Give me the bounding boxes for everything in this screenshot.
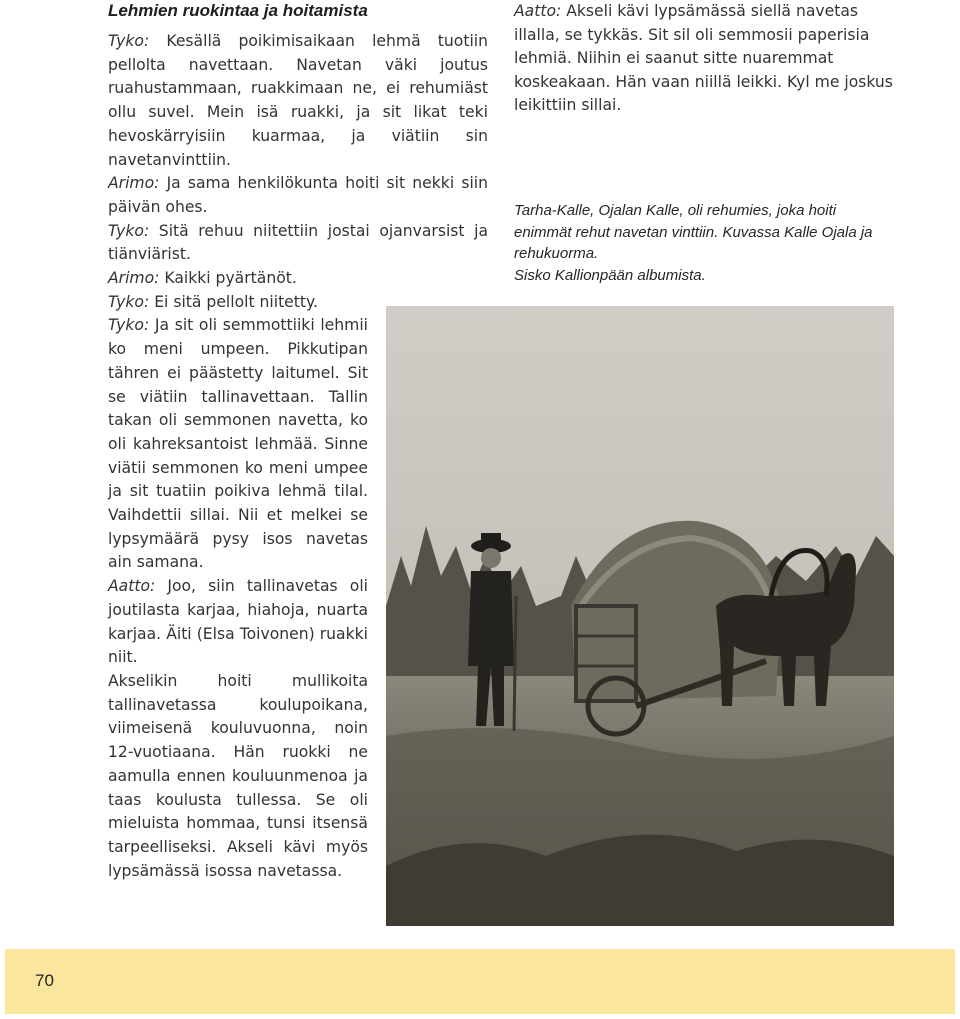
speaker-label: Arimo: <box>108 269 160 288</box>
speaker-label: Aatto: <box>514 2 562 20</box>
caption-text: Tarha-Kalle, Ojalan Kalle, oli rehumies, joka hoiti enimmät rehut navetan vinttiin. Kuvassa Kalle Ojala ja rehukuorma. <box>514 202 873 262</box>
paragraph-2 <box>108 172 488 219</box>
paragraph-text: Sitä rehuu niitettiin jostai ojanvarsist ja tiänviärist. <box>108 221 488 264</box>
photograph-horse-hay-cart-icon <box>386 306 894 926</box>
right-column-text <box>514 0 894 118</box>
paragraph-7 <box>108 575 368 670</box>
page-number: 70 <box>35 971 54 990</box>
speaker-label: Arimo: <box>108 174 160 193</box>
paragraph-6 <box>108 314 368 575</box>
paragraph-4 <box>108 267 488 291</box>
paragraph-8 <box>108 670 368 883</box>
paragraph-text: Akseli kävi lypsämässä siellä navetas illalla, se tykkäs. Sit sil oli semmosii paperisia lehmiä. Niihin ei saanut sitte nuaremmat koskeakaan. Hän vaan niillä leikki. Kyl me joskus leikittiin sillai. <box>514 2 893 114</box>
speaker-label: Tyko: <box>108 292 150 311</box>
paragraph-text: Joo, siin tallinavetas oli joutilasta karjaa, hiahoja, nuarta karjaa. Äiti (Elsa Toivonen) ruakki niit. <box>108 577 368 667</box>
paragraph-text: Kesällä poikimisaikaan lehmä tuotiin pellolta navettaan. Navetan väki joutus ruahustammaan, ruakkimaan ne, ei rehumiäst ollu suvel. Mein isä ruakki, ja sit likat teki hevoskärryisiin kuarmaa, ja viätiin sin navetanvinttiin. <box>108 32 488 169</box>
photograph <box>386 306 894 926</box>
paragraph-text: Akselikin hoiti mullikoita tallinavetassa koulupoikana, viimeisenä kouluvuonna, noin 12-vuotiaana. Hän ruokki ne aamulla ennen kouluunmenoa ja taas koulusta tullessa. Se oli mieluista hommaa, tunsi itsensä tarpeelliseksi. Akseli kävi myös lypsämässä isossa navetassa. <box>108 671 368 880</box>
caption-credit: Sisko Kallionpään albumista. <box>514 266 706 284</box>
speaker-label: Aatto: <box>108 577 156 596</box>
page-heading: Lehmien ruokintaa ja hoitamista <box>108 1 368 20</box>
paragraph-1 <box>108 30 488 172</box>
paragraph-text: Ja sit oli semmottiiki lehmii ko meni umpeen. Pikkutipan tähren ei päästetty laitumel. Sit se viätiin tallinavettaan. Tallin takan oli semmonen navetta, ko oli kahreksantoist lehmää. Sinne viätii semmonen ko meni umpee ja sit tuatiin poikiva lehmä tilal. Vaihdettii sillai. Nii et melkei se lypsymäärä pysy isos navetas ain samana. <box>108 316 368 572</box>
paragraph-3 <box>108 220 488 267</box>
paragraph-text: Kaikki pyärtänöt. <box>159 269 297 288</box>
paragraph-text: Ja sama henkilökunta hoiti sit nekki siin päivän ohes. <box>108 174 488 216</box>
footer-band <box>5 949 955 1014</box>
speaker-label: Tyko: <box>108 221 150 240</box>
right-paragraph <box>514 0 894 118</box>
speaker-label: Tyko: <box>108 316 150 335</box>
photo-caption <box>514 200 896 286</box>
speaker-label: Tyko: <box>108 32 150 50</box>
paragraph-text: Ei sitä pellolt niitetty. <box>149 292 318 311</box>
